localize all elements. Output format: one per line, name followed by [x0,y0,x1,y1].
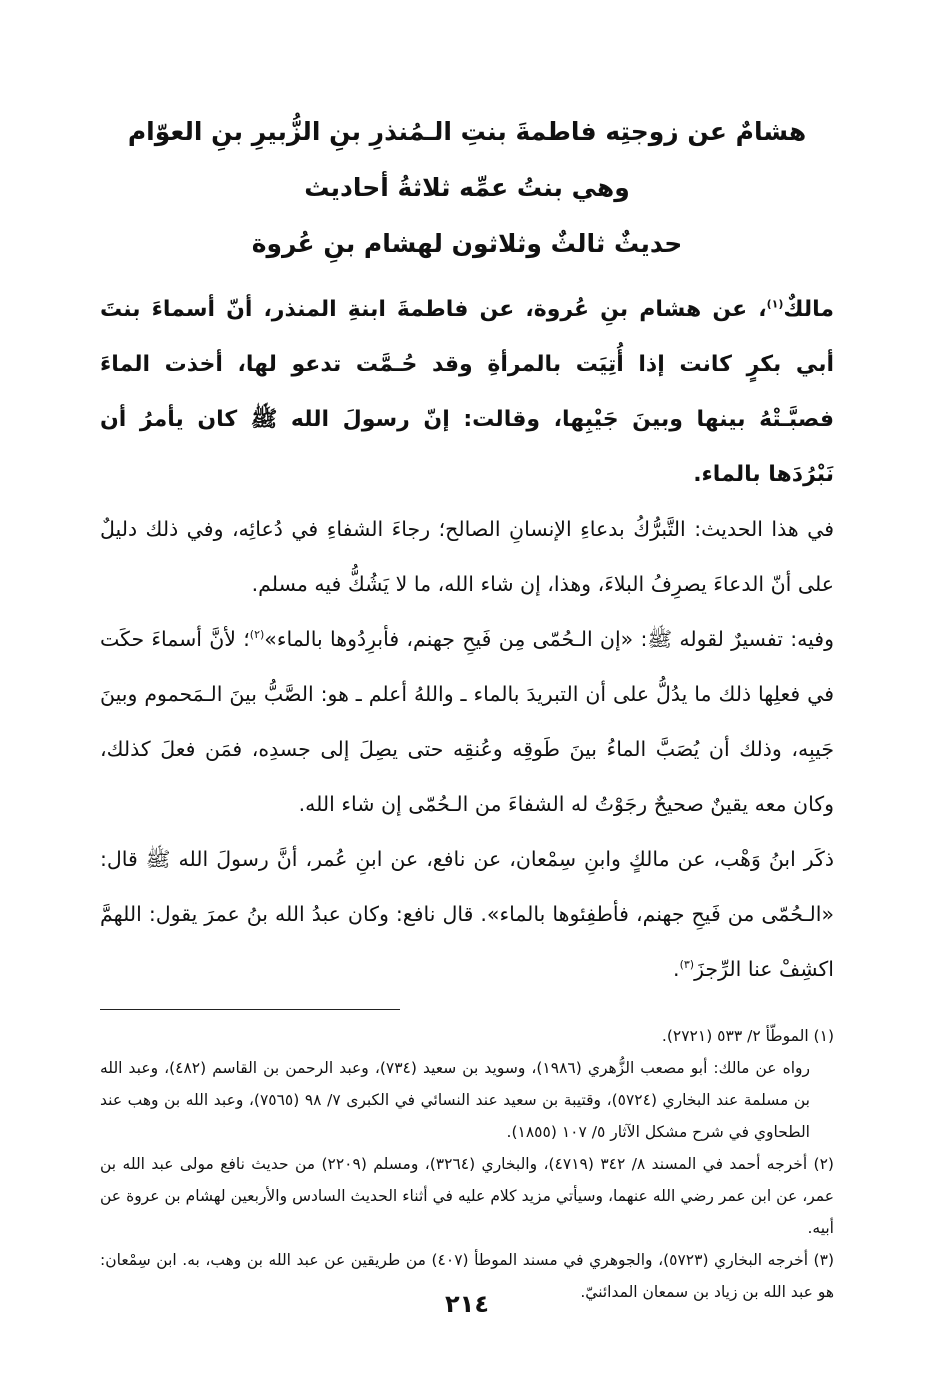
commentary-paragraph-3 [100,832,834,997]
footnote-divider-wrap [100,1009,834,1010]
footnote-ref-2: (٢) [249,628,265,642]
footnote-1: (١) الموطّأ ٢/ ٥٣٣ (٢٧٢١). [661,1027,834,1045]
paragraph-3-text-a: ذكَر ابنُ وَهْب، عن مالكٍ وابنِ سِمْعان، عن نافع، عن ابنِ عُمر، أنَّ رسولَ الله ﷺ قال: «الـحُمّى من فَيحِ جهنم، فأطفِئوها بالماء». قال نافع: وكان عبدُ الله بنُ عمرَ يقول: اللهمَّ اكشِفْ عنا الرِّجزَ [100,847,834,981]
heading-line-3: حديثٌ ثالثٌ وثلاثون لهشام بنِ عُروة [251,229,683,258]
commentary-paragraph-1: في هذا الحديث: التَّبرُّكُ بدعاءِ الإنسانِ الصالح؛ رجاءَ الشفاءِ في دُعائِه، وفي ذلك دليلٌ على أنّ الدعاءَ يصرِفُ البلاءَ، وهذا، إن شاء الله، ما لا يَشُكُّ فيه مسلم. [100,517,834,596]
hadith-body: ، عن هشام بنِ عُروة، عن فاطمةَ ابنةِ المنذر، أنّ أسماءَ بنتَ أبي بكرٍ كانت إذا أُتِيَت بالمرأةِ وقد حُـمَّت تدعو لها، أخذت الماءَ فصبَّـتْهُ بينها وبينَ جَيْبِها، وقالت: إنّ رسولَ الله ﷺ كان يأمرُ أن نَبْرُدَها بالماء. [100,297,834,487]
footnote-ref-3: (٣) [679,958,695,972]
footnote-2: (٢) أخرجه أحمد في المسند ٨/ ٣٤٢ (٤٧١٩)، والبخاري (٣٢٦٤)، ومسلم (٢٢٠٩) من حديث نافع مولى عبد الله بن عمر، عن ابن عمر رضي الله عنهما، وسيأتي مزيد كلام عليه في أثناء الحديث السادس والأربعين لهشام بن عروة عن أبيه. [100,1155,834,1237]
footnote-1-detail: رواه عن مالك: أبو مصعب الزُّهري (١٩٨٦)، وسويد بن سعيد (٧٣٤)، وعبد الرحمن بن القاسم (٤٨٢)، وعبد الله بن مسلمة عند البخاري (٥٧٢٤)، وقتيبة بن سعيد عند النسائي في الكبرى ٧/ ٩٨ (٧٥٦٥)، وعبد الله بن وهب عند الطحاوي في شرح مشكل الآثار ٥/ ١٠٧ (١٨٥٥). [100,1059,810,1141]
paragraph-2-text-a: وفيه: تفسيرٌ لقوله ﷺ: «إن الـحُمّى مِن فَيحِ جهنم، فأبرِدُوها بالماء» [264,627,834,651]
footnotes [100,1020,834,1308]
footnote-ref-1: (١) [766,297,784,311]
paragraph-2-text-b: ؛ لأنَّ أسماءَ حكَت في فعلِها ذلك ما يدُلُّ على أن التبريدَ بالماء ـ واللهُ أعلم ـ هو: الصَّبُّ بينَ الـمَحموم وبينَ جَيبِه، وذلك أن يُصَبَّ الماءُ بينَ طَوقِه وعُنقِه حتى يصِلَ إلى جسدِه، فمَن فعلَ كذلك، وكان معه يقينٌ صحيحٌ رجَوْتُ له الشفاءَ من الـحُمّى إن شاء الله. [100,627,834,816]
page-body [100,100,834,1308]
footnote-3: (٣) أخرجه البخاري (٥٧٢٣)، والجوهري في مسند الموطأ (٤٠٧) من طريقين عن عبد الله بن وهب، به. ابن سِمْعان: هو عبد الله بن زياد بن سمعان المدائنيّ. [100,1251,834,1301]
paragraph-3-text-b: . [673,957,680,981]
commentary-paragraph-2 [100,612,834,832]
hadith-narrator: مالكٌ [783,297,834,322]
heading-line-2: وهي بنتُ عمِّه ثلاثةُ أحاديث [304,173,630,202]
footnote-divider [100,1009,400,1010]
page-number: ٢١٤ [445,1290,489,1318]
heading-line-1: هشامٌ عن زوجتِه فاطمةَ بنتِ الـمُنذرِ بنِ الزُّبيرِ بنِ العوّام [127,117,807,146]
chapter-heading [100,104,834,272]
hadith-text [100,282,834,502]
